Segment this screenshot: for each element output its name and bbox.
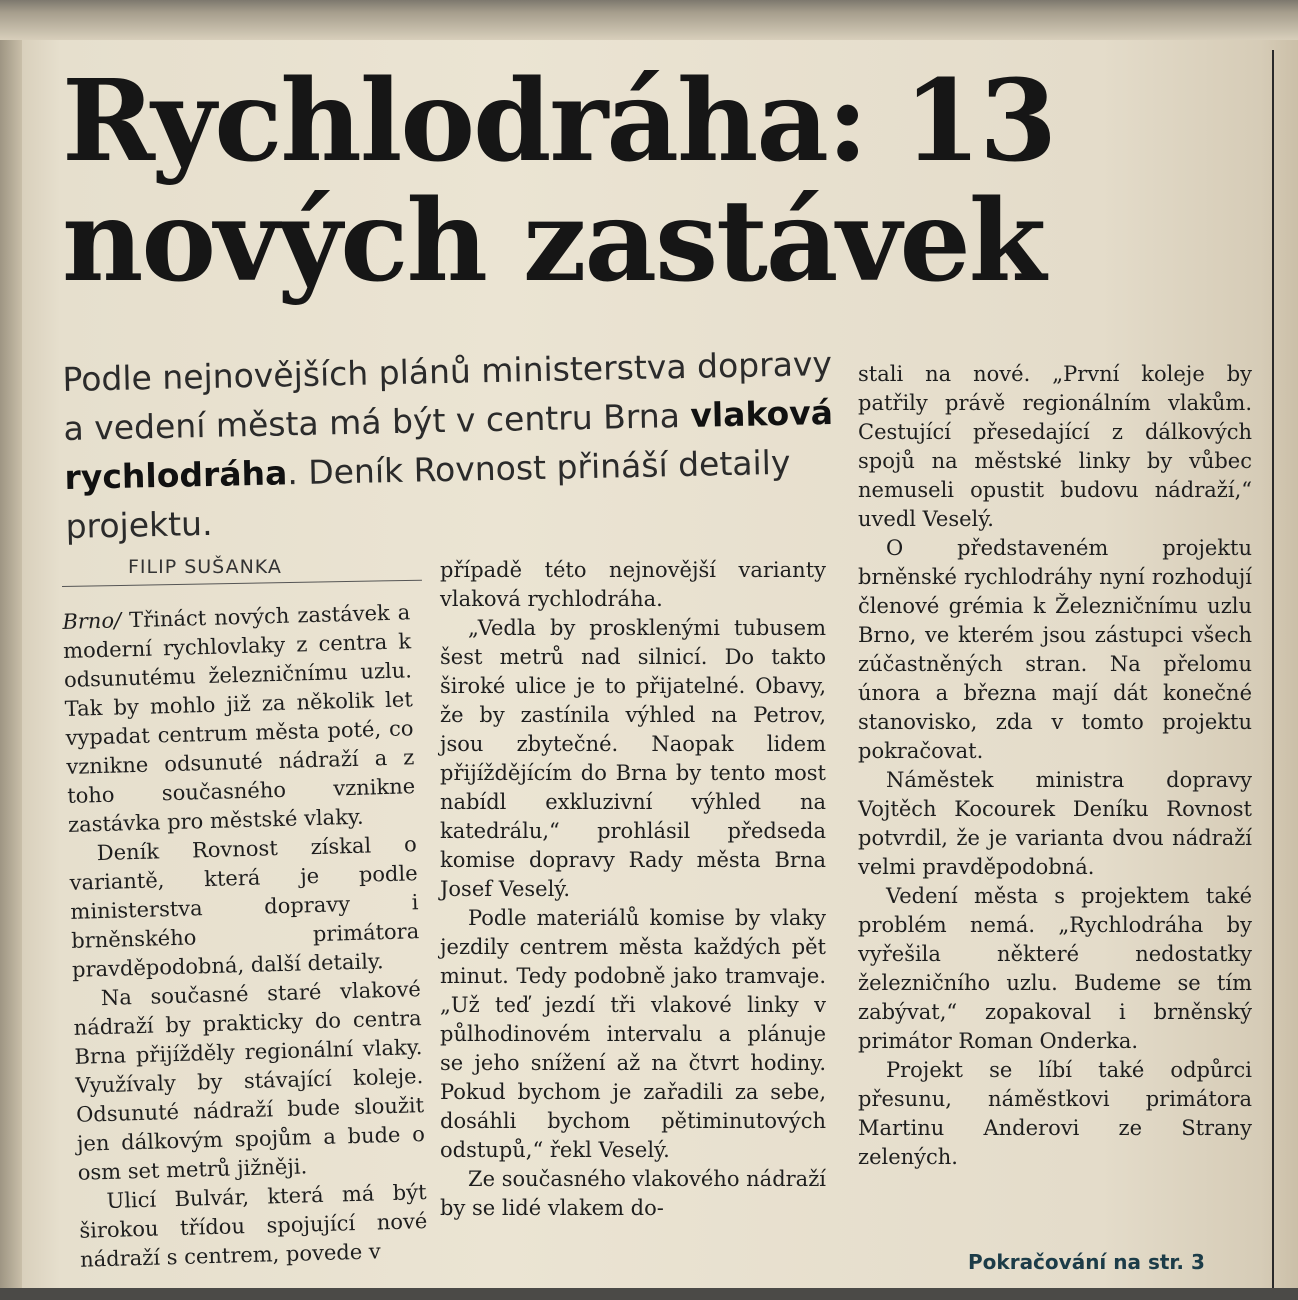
paragraph: Vedení města s projektem také problém nemá. „Rychlodráha by vyřešila některé nedostatky železničního uzlu. Budeme se tím zabývat,“ zopakoval i brněnský primátor Roman Onderka. bbox=[858, 884, 1252, 1053]
headline bbox=[62, 56, 1262, 307]
article-column-3 bbox=[858, 360, 1252, 1172]
byline-rule bbox=[62, 580, 422, 587]
paragraph-text: Třináct nových zastávek a moderní rychlovlaky z centra k odsunutému železničnímu uzlu. Tak by mohlo již za několik let vypadat centrum města poté, co vznikne odsunuté nádraží a z toho současného vznikne zastávka pro městské vlaky. bbox=[62, 600, 416, 837]
headline-line-2: nových zastávek bbox=[62, 176, 1045, 307]
paragraph: „Vedla by prosklenými tubusem šest metrů nad silnicí. Do takto široké ulice je to přijatelné. Obavy, že by zastínila výhled na Petrov, jsou zbytečné. Naopak lidem přijíždějícím do Brna by tento most nabídl exkluzivní výhled na katedrálu,“ prohlásil předseda komise dopravy Rady města Brna Josef Veselý. bbox=[440, 616, 826, 901]
page-top-edge bbox=[0, 0, 1298, 40]
page-left-edge bbox=[0, 40, 22, 1300]
lead-text-end: . Deník Rovnost přináší detaily projektu. bbox=[65, 442, 791, 546]
paragraph: Na současné staré vlakové nádraží by prakticky do centra Brna přijížděly regionální vlaky. Využívaly by stávající koleje. Odsunuté nádraží bude sloužit jen dálkovým spojům a bude o osm set metrů jižněji. bbox=[73, 977, 426, 1185]
paragraph: Ulicí Bulvár, která má být širokou třídou spojující nové nádraží s centrem, povede v bbox=[79, 1180, 428, 1272]
article-column-2 bbox=[440, 556, 826, 1223]
paragraph bbox=[62, 598, 416, 840]
article-column-1 bbox=[62, 598, 428, 1274]
author-byline: FILIP SUŠANKA bbox=[128, 556, 282, 578]
dateline: Brno/ bbox=[62, 608, 122, 634]
column-rule bbox=[1272, 50, 1274, 1290]
page-bottom-edge bbox=[0, 1288, 1298, 1300]
lead-text-start: Podle nejnovějších plánů ministerstva dopravy a vedení města má být v centru Brna bbox=[62, 343, 833, 448]
paragraph: případě této nejnovější varianty vlaková rychlodráha. bbox=[440, 558, 826, 611]
lead-paragraph bbox=[62, 338, 856, 551]
headline-line-1: Rychlodráha: 13 bbox=[62, 56, 1056, 187]
paragraph: Projekt se líbí také odpůrci přesunu, náměstkovi primátora Martinu Anderovi ze Strany zelených. bbox=[858, 1058, 1252, 1169]
paragraph: stali na nové. „První koleje by patřily právě regionálním vlakům. Cestující přesedající z dálkových spojů na městské linky by vůbec nemuseli opustit budovu nádraží,“ uvedl Veselý. bbox=[858, 362, 1252, 531]
continued-on-page: Pokračování na str. 3 bbox=[968, 1250, 1205, 1274]
paragraph: Náměstek ministra dopravy Vojtěch Kocourek Deníku Rovnost potvrdil, že je varianta dvou nádraží velmi pravděpodobná. bbox=[858, 768, 1252, 879]
paragraph: Deník Rovnost získal o variantě, která je podle ministerstva dopravy i brněnského primátora pravděpodobná, další detaily. bbox=[69, 832, 420, 982]
paragraph: Ze současného vlakového nádraží by se lidé vlakem do- bbox=[440, 1167, 826, 1220]
paragraph: O představeném projektu brněnské rychlodráhy nyní rozhodují členové grémia k Železničnímu uzlu Brno, ve kterém jsou zástupci všech zúčastněných stran. Na přelomu února a března mají dát konečné stanovisko, zda v tomto projektu pokračovat. bbox=[858, 536, 1252, 763]
paragraph: Podle materiálů komise by vlaky jezdily centrem města každých pět minut. Tedy podobně jako tramvaje. „Už teď jezdí tři vlakové linky v půlhodinovém intervalu a plánuje se jeho snížení až na čtvrt hodiny. Pokud bychom je zařadili za sebe, dosáhli bychom pětiminutových odstupů,“ řekl Veselý. bbox=[440, 906, 826, 1162]
lead-highlight: vlaková rychlodráha bbox=[64, 392, 834, 497]
